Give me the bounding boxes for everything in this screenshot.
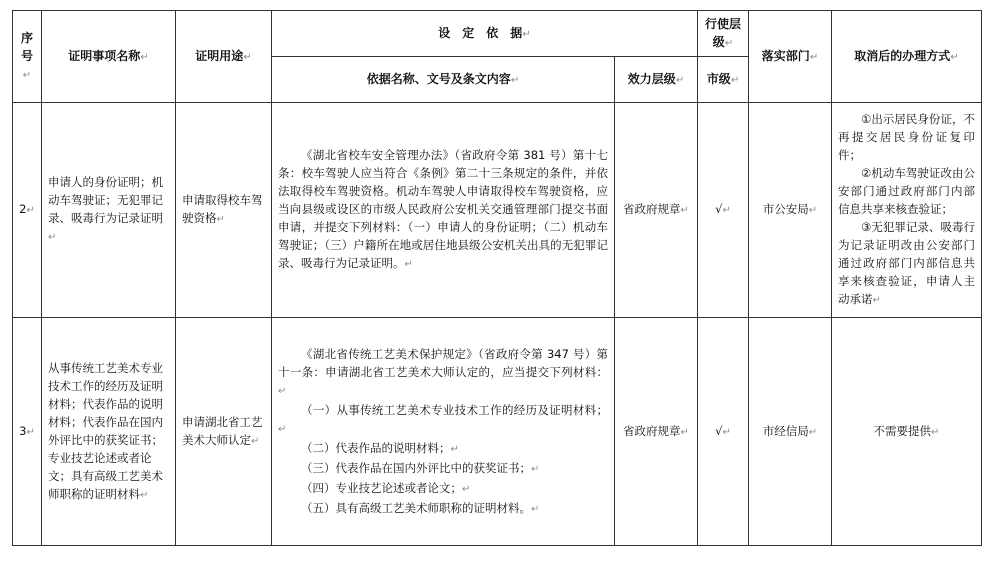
basis-paragraph: （三）代表作品在国内外评比中的获奖证书；↵	[301, 460, 540, 475]
header-row-1	[13, 11, 982, 57]
row-level: 省政府规章↵	[615, 103, 698, 318]
header-basis-level: 效力层级↵	[615, 57, 698, 103]
row-dept: 市经信局↵	[749, 318, 832, 546]
header-exec-level: 行使层级↵	[698, 11, 749, 57]
row-name: 从事传统工艺美术专业技术工作的经历及证明材料；代表作品的说明材料；代表作品在国内外评比中的获奖证书；专业技艺论述或者论文；具有高级工艺美术师职称的证明材料↵	[42, 318, 176, 546]
after-item: ③无犯罪记录、吸毒行为记录证明改由公安部门通过政府部门内部信息共享来核查验证，申请人主动承诺↵	[838, 220, 975, 306]
header-name: 证明事项名称↵	[42, 11, 176, 103]
table-row	[13, 318, 982, 546]
table-row	[13, 103, 982, 318]
header-exec-city: 市级↵	[698, 57, 749, 103]
basis-paragraph: （二）代表作品的说明材料；↵	[301, 440, 459, 455]
row-seq: 2↵	[13, 103, 42, 318]
row-dept: 市公安局↵	[749, 103, 832, 318]
row-usage: 申请取得校车驾驶资格↵	[176, 103, 272, 318]
header-after: 取消后的办理方式↵	[832, 11, 982, 103]
header-seq: 序号↵	[13, 11, 42, 103]
row-after	[832, 103, 982, 318]
basis-paragraph: （五）具有高级工艺美术师职称的证明材料。↵	[301, 500, 540, 515]
after-item: ①出示居民身份证，不再提交居民身份证复印件；	[838, 112, 975, 162]
row-basis	[272, 103, 615, 318]
row-name: 申请人的身份证明；机动车驾驶证；无犯罪记录、吸毒行为记录证明↵	[42, 103, 176, 318]
header-basis: 设 定 依 据↵	[272, 11, 698, 57]
basis-paragraph: 《湖北省传统工艺美术保护规定》（省政府令第 347 号）第十一条：申请湖北省工艺美术大师认定的，应当提交下列材料：↵	[278, 346, 608, 397]
row-after: 不需要提供↵	[832, 318, 982, 546]
row-usage: 申请湖北省工艺美术大师认定↵	[176, 318, 272, 546]
certificate-table	[12, 10, 982, 546]
header-basis-doc: 依据名称、文号及条文内容↵	[272, 57, 615, 103]
row-city-check: √↵	[698, 318, 749, 546]
basis-paragraph: 《湖北省校车安全管理办法》（省政府令第 381 号）第十七条：校车驾驶人应当符合《条例》第二十三条规定的条件，并依法取得校车驾驶资格。机动车驾驶人申请取得校车驾驶资格，应当向县级或设区的市级人民政府公安机关交通管理部门提交书面申请，并提交下列材料：（一）申请人的身份证明；（二）机动车驾驶证；（三）户籍所在地或居住地县级公安机关出具的无犯罪记录、吸毒行为记录证明。↵	[278, 148, 608, 270]
basis-paragraph: （四）专业技艺论述或者论文；↵	[301, 480, 471, 495]
header-usage: 证明用途↵	[176, 11, 272, 103]
row-city-check: √↵	[698, 103, 749, 318]
row-level: 省政府规章↵	[615, 318, 698, 546]
header-dept: 落实部门↵	[749, 11, 832, 103]
row-basis	[272, 318, 615, 546]
after-item: ②机动车驾驶证改由公安部门通过政府部门内部信息共享来核查验证；	[838, 166, 975, 216]
basis-paragraph: （一）从事传统工艺美术专业技术工作的经历及证明材料；↵	[278, 402, 608, 435]
row-seq: 3↵	[13, 318, 42, 546]
